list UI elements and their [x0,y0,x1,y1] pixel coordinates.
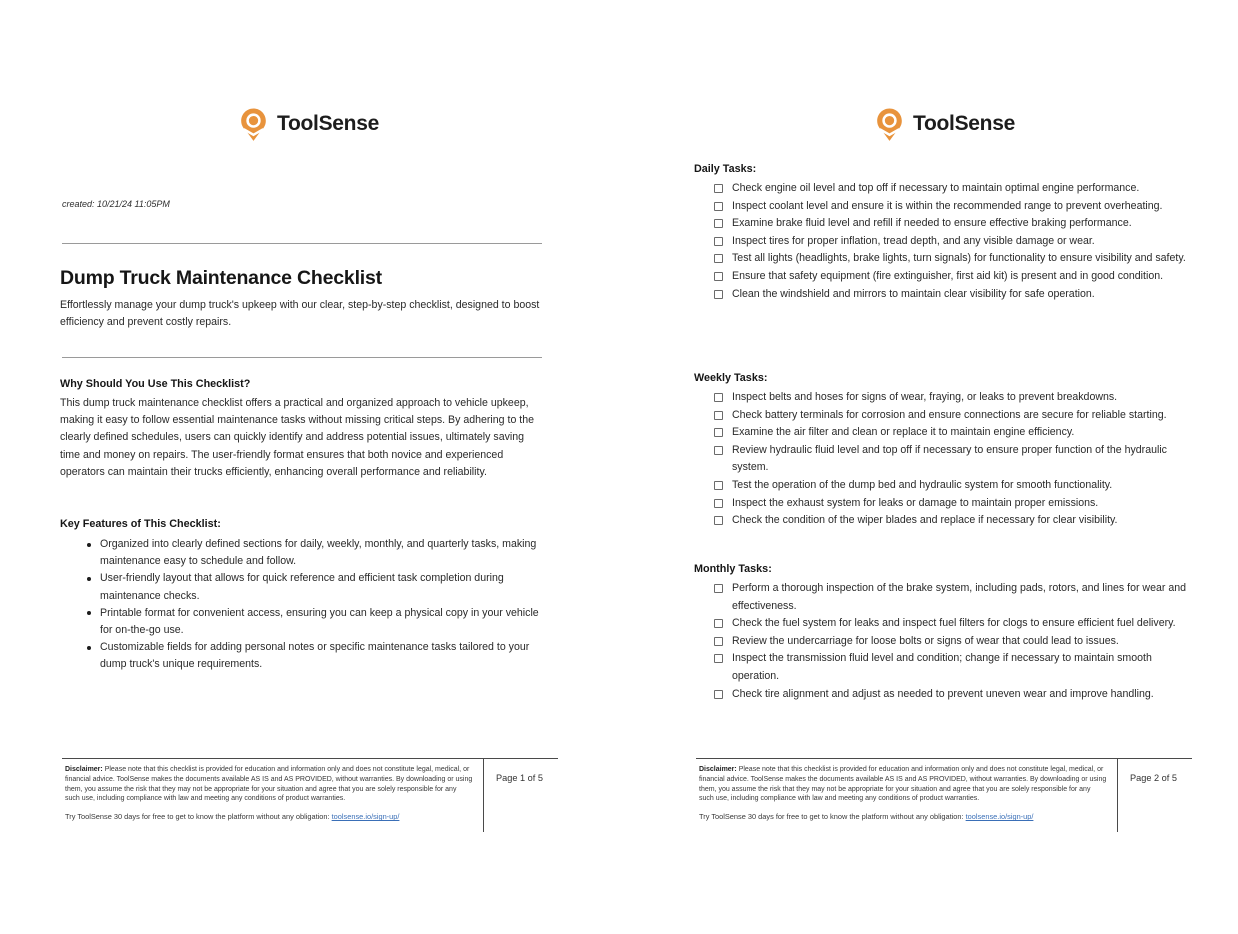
brand-name: ToolSense [913,112,1015,135]
footer-page-number-block [483,759,558,832]
task-item [694,250,1194,268]
footer-page-number-block [1117,759,1192,832]
checkbox-icon [714,237,723,246]
task-label: Perform a thorough inspection of the brake system, including pads, rotors, and lines for wear and effectiveness. [732,582,1187,612]
bullet-icon [87,646,91,650]
task-label: Check engine oil level and top off if necessary to maintain optimal engine performance. [732,182,1140,194]
daily-tasks-list [694,180,1196,303]
feature-text: User-friendly layout that allows for quick reference and efficient task completion during maintenance checks. [100,572,504,602]
document-title: Dump Truck Maintenance Checklist [60,267,382,289]
why-body: This dump truck maintenance checklist offers a practical and organized approach to vehicle upkeep, making it easy to follow essential maintenance tasks without missing critical steps. By adhering to the clearly defined schedules, users can quickly identify and address potential issues, ultimately saving time and money on repairs. The user-friendly format ensures that both novice and experienced operators can maintain their trucks efficiently, enhancing overall performance and reliability. [60,397,535,478]
weekly-tasks-section [694,372,1196,530]
why-section [60,378,548,481]
checkbox-icon [714,690,723,699]
page-footer [62,758,558,832]
toolsense-logo [60,101,558,147]
task-item [694,198,1194,216]
footer-disclaimer-block [696,759,1117,832]
disclaimer-text [65,765,473,804]
checkbox-icon [714,184,723,193]
page-number: Page 2 of 5 [1130,773,1177,783]
checkbox-icon [714,481,723,490]
task-item [694,424,1194,442]
weekly-tasks-heading: Weekly Tasks: [694,372,768,384]
task-label: Review the undercarriage for loose bolts or signs of wear that could lead to issues. [732,634,1119,647]
features-section [60,518,548,674]
task-label: Check the condition of the wiper blades and replace if necessary for clear visibility. [732,514,1118,527]
task-label: Check battery terminals for corrosion and ensure connections are secure for reliable starting. [732,408,1167,421]
daily-tasks-section [694,163,1196,303]
task-label: Ensure that safety equipment (fire extinguisher, first aid kit) is present and in good condition. [732,269,1164,282]
task-item [694,268,1194,286]
features-heading: Key Features of This Checklist: [60,518,221,530]
toolsense-logo [694,101,1196,147]
disclaimer-label: Disclaimer: [65,766,103,773]
brand-name: ToolSense [277,112,379,135]
feature-text: Customizable fields for adding personal notes or specific maintenance tasks tailored to your dump truck's unique requirements. [100,641,530,671]
feature-text: Organized into clearly defined sections for daily, weekly, monthly, and quarterly tasks, making maintenance easy to schedule and follow. [100,538,537,568]
task-item [694,686,1194,704]
checkbox-icon [714,290,723,299]
task-label: Inspect the transmission fluid level and condition; change if necessary to maintain smooth operation. [732,652,1152,682]
feature-item [60,605,548,639]
bullet-icon [87,543,91,547]
task-label: Review hydraulic fluid level and top off if necessary to ensure proper function of the hydraulic system. [732,443,1167,474]
feature-item [60,570,548,604]
trial-text: Try ToolSense 30 days for free to get to know the platform without any obligation: [65,812,332,822]
created-timestamp: created: 10/21/24 11:05PM [62,199,170,209]
bullet-icon [87,577,91,581]
weekly-tasks-list [694,389,1196,530]
footer-disclaimer-block [62,759,483,832]
checkbox-icon [714,411,723,420]
daily-tasks-heading: Daily Tasks: [694,163,757,175]
task-label: Examine the air filter and clean or replace it to maintain engine efficiency. [732,426,1075,439]
task-label: Inspect tires for proper inflation, tread depth, and any visible damage or wear. [732,234,1095,247]
task-item [694,442,1194,477]
document-subtitle: Effortlessly manage your dump truck's upkeep with our clear, step-by-step checklist, designed to boost efficiency and prevent costly repairs. [60,299,540,328]
task-label: Test the operation of the dump bed and hydraulic system for smooth functionality. [732,478,1113,491]
task-item [694,650,1194,685]
why-heading: Why Should You Use This Checklist? [60,378,251,390]
task-item [694,495,1194,513]
task-item [694,580,1194,615]
task-label: Inspect coolant level and ensure it is within the recommended range to prevent overheating. [732,199,1163,212]
task-item [694,215,1194,233]
checkbox-icon [714,428,723,437]
task-label: Clean the windshield and mirrors to maintain clear visibility for safe operation. [732,287,1095,300]
task-item [694,615,1194,633]
page-number: Page 1 of 5 [496,773,543,783]
monthly-tasks-heading: Monthly Tasks: [694,563,772,575]
task-item [694,389,1194,407]
task-item [694,233,1194,251]
toolsense-pin-icon [239,102,268,147]
disclaimer-label: Disclaimer: [699,766,737,773]
checkbox-icon [714,219,723,228]
trial-offer-line [65,812,473,821]
monthly-tasks-list [694,580,1196,703]
signup-link[interactable]: toolsense.io/sign-up/ [331,812,400,822]
checkbox-icon [714,272,723,281]
checkbox-icon [714,654,723,663]
checkbox-icon [714,499,723,508]
document-page-2 [694,0,1196,934]
signup-link[interactable]: toolsense.io/sign-up/ [965,812,1034,822]
divider [62,243,542,244]
bullet-icon [87,611,91,615]
checkbox-icon [714,202,723,211]
checkbox-icon [714,393,723,402]
toolsense-pin-icon [875,102,904,147]
document-page-1 [60,0,558,934]
task-label: Check the fuel system for leaks and inspect fuel filters for clogs to ensure efficient fuel delivery. [732,617,1176,630]
task-item [694,512,1194,530]
divider [62,357,542,358]
page-footer [696,758,1192,832]
task-label: Inspect the exhaust system for leaks or damage to maintain proper emissions. [732,496,1099,509]
task-item [694,180,1194,198]
task-label: Check tire alignment and adjust as needed to prevent uneven wear and improve handling. [732,687,1154,700]
monthly-tasks-section [694,563,1196,703]
checkbox-icon [714,637,723,646]
task-item [694,286,1194,304]
task-label: Examine brake fluid level and refill if needed to ensure effective braking performance. [732,217,1132,230]
checkbox-icon [714,254,723,263]
trial-offer-line [699,812,1107,821]
feature-item [60,536,548,570]
disclaimer-text [699,765,1107,804]
checkbox-icon [714,516,723,525]
task-item [694,477,1194,495]
checkbox-icon [714,619,723,628]
disclaimer-body: Please note that this checklist is provided for education and information only and does not constitute legal, medical, or financial advice. ToolSense makes the documents available AS IS and AS PROVIDED, without warranties. By downloading or using them, you assume the risk that they may not be appropriate for your situation and agree that you are solely responsible for any such use, including compliance with law and meeting any conditions of product warranties. [65,766,473,803]
task-label: Inspect belts and hoses for signs of wear, fraying, or leaks to prevent breakdowns. [732,391,1118,403]
features-list [60,536,548,674]
trial-text: Try ToolSense 30 days for free to get to know the platform without any obligation: [699,812,966,822]
task-label: Test all lights (headlights, brake lights, turn signals) for functionality to ensure visibility and safety. [732,252,1186,265]
task-item [694,633,1194,651]
disclaimer-body: Please note that this checklist is provided for education and information only and does not constitute legal, medical, or financial advice. ToolSense makes the documents available AS IS and AS PROVIDED, without warranties. By downloading or using them, you assume the risk that they may not be appropriate for your situation and agree that you are solely responsible for any such use, including compliance with law and meeting any conditions of product warranties. [699,766,1107,803]
checkbox-icon [714,584,723,593]
checkbox-icon [714,446,723,455]
feature-item [60,639,548,673]
task-item [694,407,1194,425]
feature-text: Printable format for convenient access, ensuring you can keep a physical copy in your vehicle for on-the-go use. [100,606,539,637]
